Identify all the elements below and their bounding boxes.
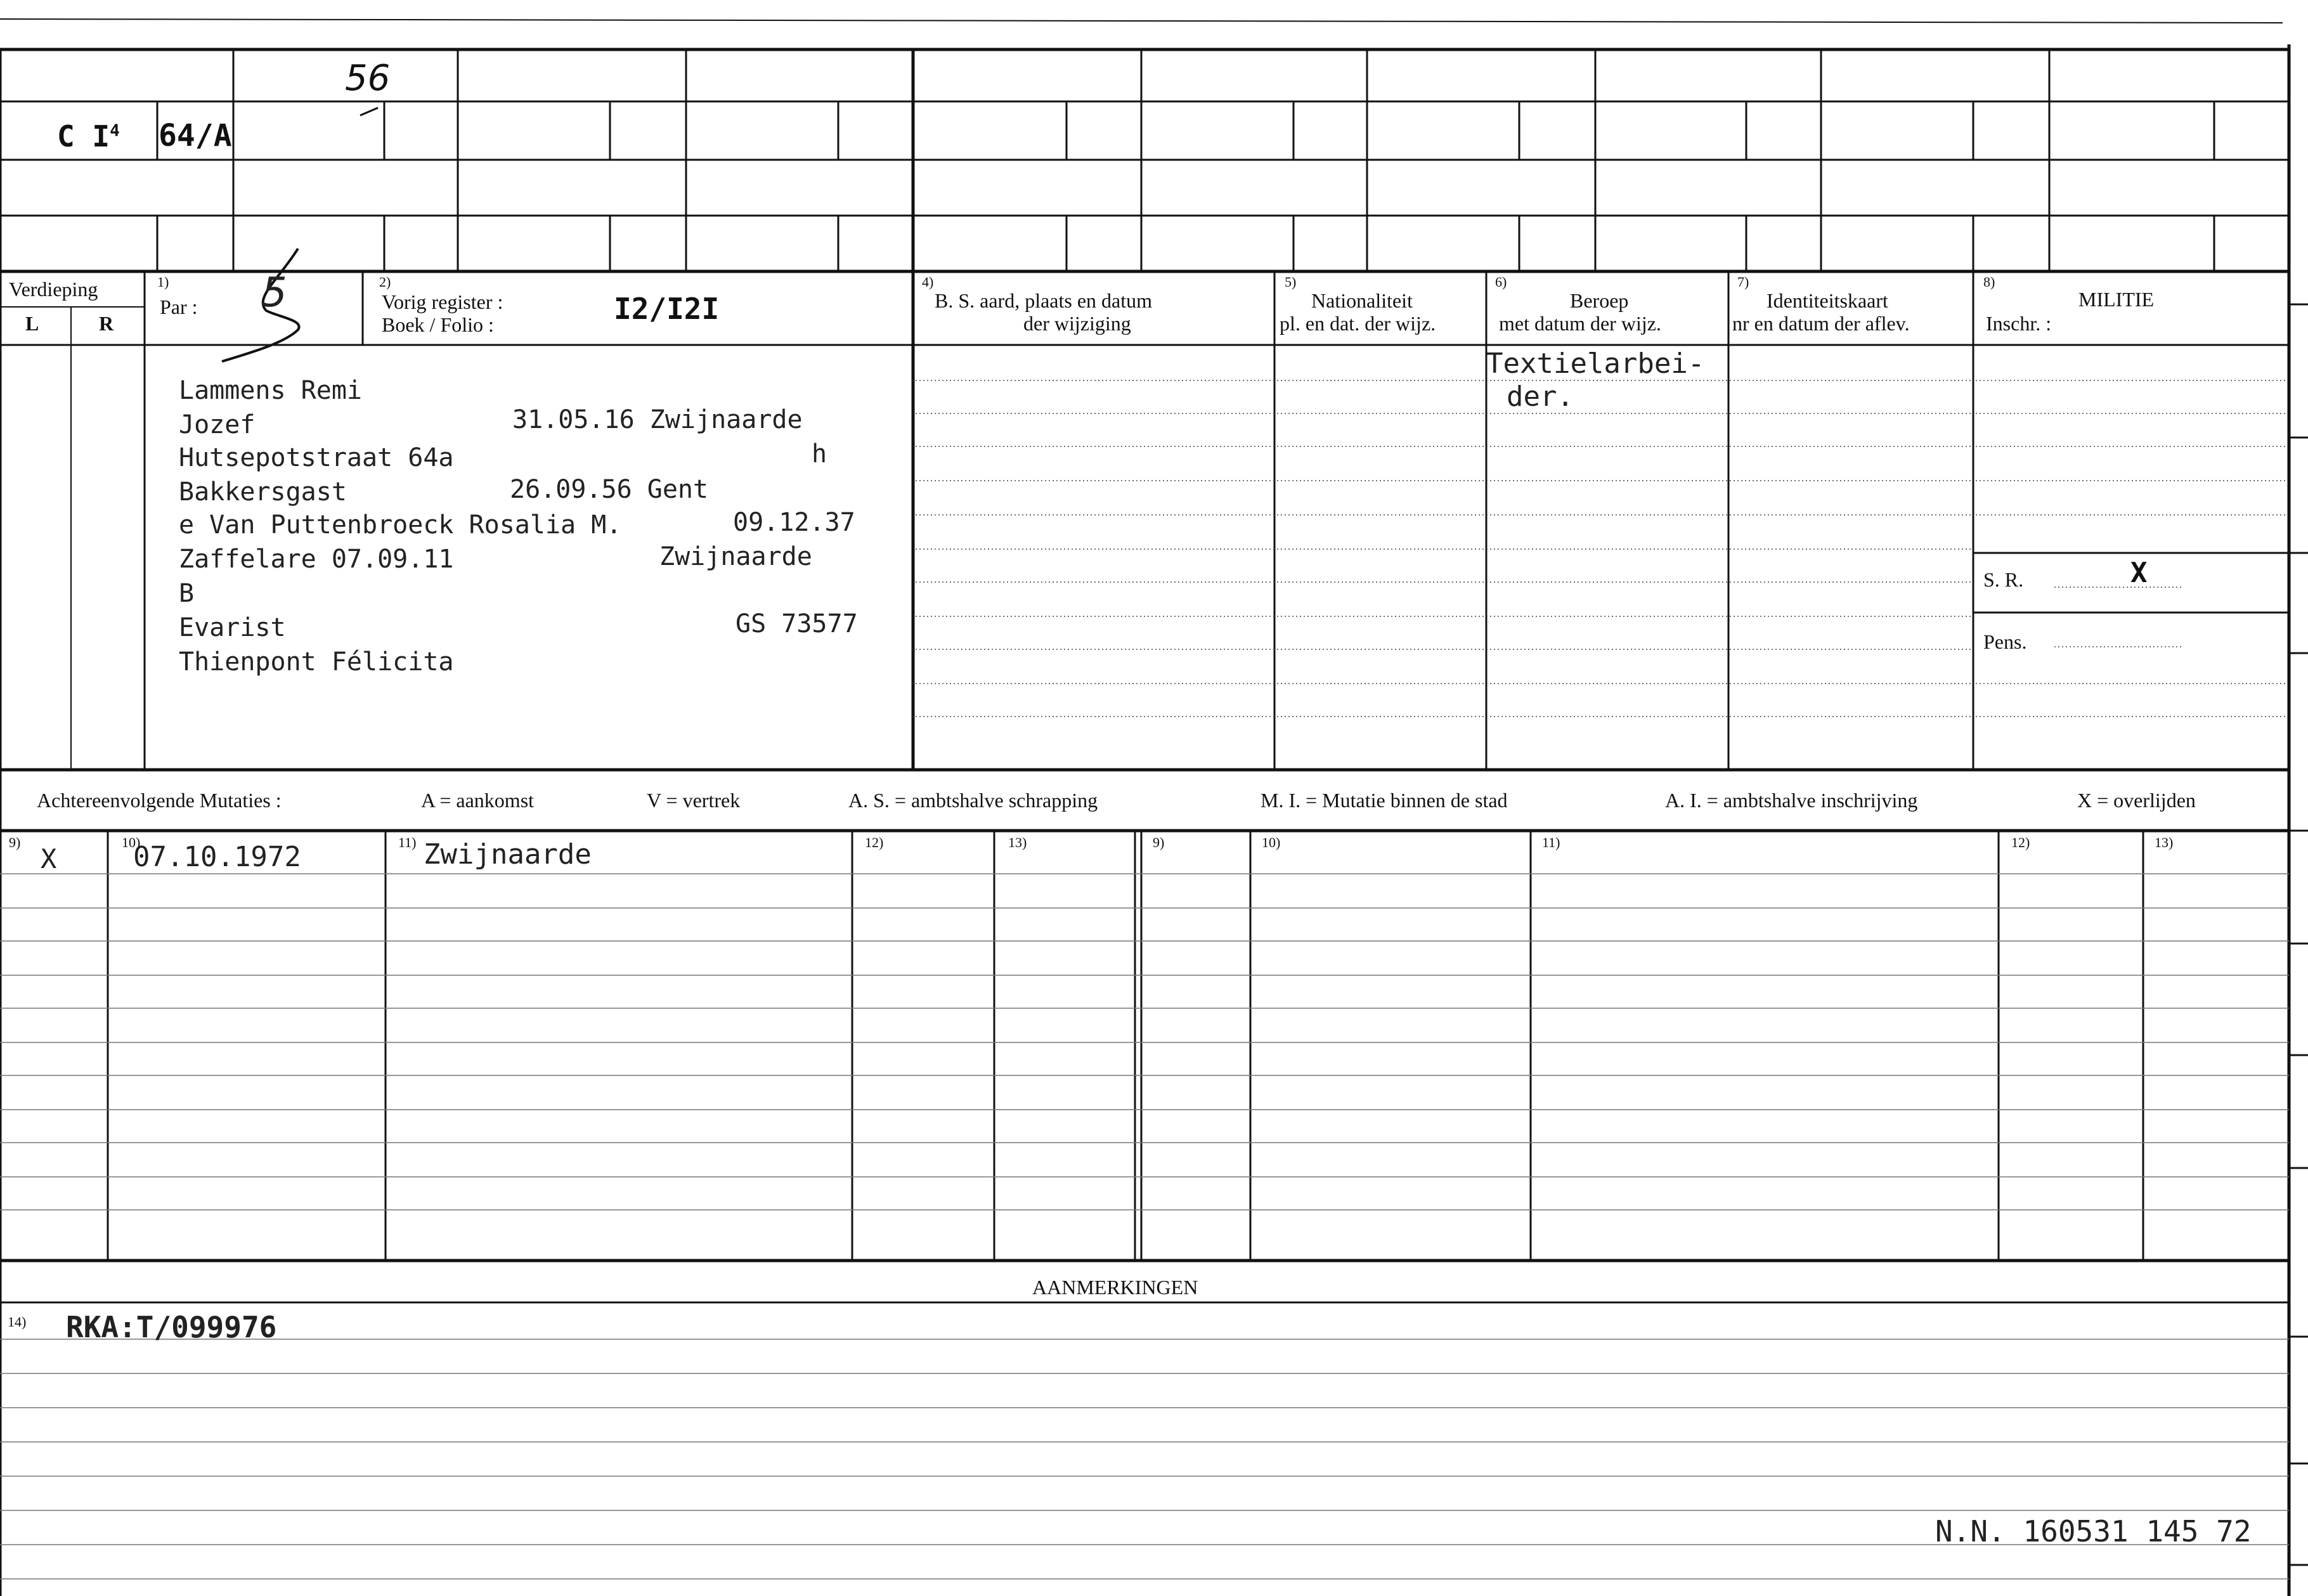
handwritten-top-tick — [360, 108, 378, 115]
person-line-8: Evarist — [179, 613, 286, 642]
person-line-4: Bakkersgast — [179, 477, 347, 507]
person-line-1: Lammens Remi — [179, 376, 362, 405]
remarks-text: RKA:T/099976 — [66, 1310, 277, 1344]
nationaliteit-header-line1: Nationaliteit — [1311, 289, 1413, 312]
mutation-date: 07.10.1972 — [133, 841, 301, 873]
mutation-place: Zwijnaarde — [424, 838, 592, 871]
field-14-number: 14) — [8, 1314, 27, 1330]
bs-header-line2: der wijziging — [1023, 312, 1131, 335]
data-rows-dotted — [916, 380, 2286, 717]
register-number: 64/A — [159, 118, 232, 153]
person-line-5: e Van Puttenbroeck Rosalia M. — [179, 510, 622, 540]
gs-number: GS 73577 — [736, 609, 858, 639]
date-3: 09.12.37 — [733, 508, 855, 537]
register-code: C $I^4$ — [57, 119, 120, 153]
mutation-col-9b: 9) — [1153, 834, 1165, 850]
beroep-header-line2: met datum der wijz. — [1499, 312, 1661, 335]
person-line-2: Jozef — [179, 410, 256, 439]
handwritten-top-number: 56 — [345, 58, 391, 99]
legend-vertrek: V = vertrek — [647, 789, 741, 812]
mutation-col-11: 11) — [398, 834, 417, 850]
mutation-rows — [0, 874, 2289, 1210]
militie-header: MILITIE — [2078, 288, 2155, 311]
register-folio-value: I2/I2I — [614, 292, 720, 326]
field-1-number: 1) — [157, 274, 169, 290]
legend-overlijden: X = overlijden — [2077, 789, 2196, 812]
identiteitskaart-header-line1: Identiteitskaart — [1767, 289, 1888, 312]
person-line-7: B — [179, 579, 195, 608]
field-4-number: 4) — [922, 274, 934, 290]
identiteitskaart-header-line2: nr en datum der aflev. — [1732, 312, 1910, 335]
mutation-col-13: 13) — [1008, 834, 1027, 850]
mutation-col-11b: 11) — [1542, 834, 1560, 850]
legend-title: Achtereenvolgende Mutaties : — [37, 789, 282, 812]
field-7-number: 7) — [1737, 274, 1749, 290]
nationaliteit-header-line2: pl. en dat. der wijz. — [1280, 312, 1436, 335]
legend-mutatie-binnen-stad: M. I. = Mutatie binnen de stad — [1261, 789, 1508, 812]
beroep-line-2: der. — [1507, 380, 1574, 413]
sr-label: S. R. — [1983, 568, 2024, 591]
field-5-number: 5) — [1285, 274, 1297, 290]
mutation-col-13b: 13) — [2155, 834, 2174, 850]
par-label: Par : — [160, 295, 198, 318]
vorig-register-label: Vorig register : — [382, 290, 503, 313]
bs-header-line1: B. S. aard, plaats en datum — [935, 289, 1153, 312]
mutation-code: X — [41, 843, 57, 874]
mutation-col-10b: 10) — [1262, 834, 1281, 850]
marker-h: h — [812, 439, 827, 469]
boek-folio-label: Boek / Folio : — [382, 313, 494, 336]
aanmerkingen-title: AANMERKINGEN — [1032, 1276, 1198, 1299]
field-2-number: 2) — [379, 274, 391, 290]
field-8-number: 8) — [1983, 274, 1995, 290]
beroep-line-1: Textielarbei- — [1486, 347, 1705, 380]
place-3: Zwijnaarde — [659, 542, 812, 571]
nn-number: N.N. 160531 145 72 — [1935, 1514, 2252, 1548]
mutation-col-12b: 12) — [2011, 834, 2030, 850]
verdieping-label: Verdieping — [9, 278, 98, 301]
col-R-label: R — [99, 312, 114, 335]
inschr-label: Inschr. : — [1986, 312, 2052, 335]
mutation-col-12: 12) — [865, 834, 884, 850]
legend-ambtshalve-inschrijving: A. I. = ambtshalve inschrijving — [1665, 789, 1918, 812]
handwritten-par: 5 — [261, 269, 287, 316]
person-line-9: Thienpont Félicita — [179, 647, 454, 677]
birth-date-place: 31.05.16 Zwijnaarde — [512, 405, 803, 434]
beroep-header-line1: Beroep — [1570, 289, 1629, 312]
pens-label: Pens. — [1983, 630, 2027, 653]
sr-value: X — [2130, 557, 2148, 589]
mutation-col-9: 9) — [9, 834, 21, 850]
mutation-col-10: 10) — [122, 834, 141, 850]
field-6-number: 6) — [1495, 274, 1507, 290]
legend-ambtshalve-schrapping: A. S. = ambtshalve schrapping — [848, 789, 1098, 812]
col-L-label: L — [25, 312, 39, 335]
marriage-date-place: 26.09.56 Gent — [510, 475, 709, 504]
person-line-6: Zaffelare 07.09.11 — [179, 545, 454, 574]
legend-aankomst: A = aankomst — [421, 789, 535, 812]
person-line-3: Hutsepotstraat 64a — [179, 443, 454, 472]
